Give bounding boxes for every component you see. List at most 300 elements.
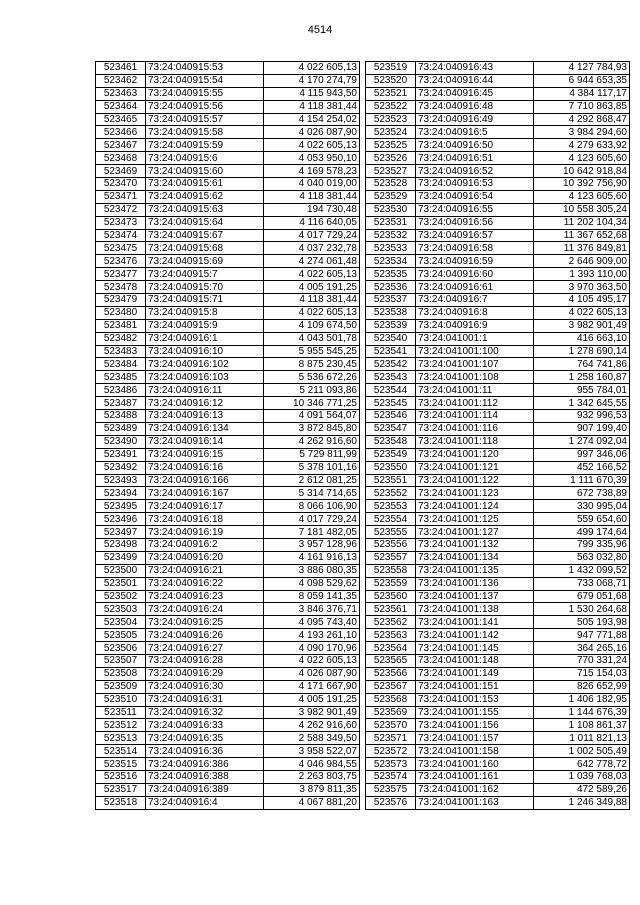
row-number: 523522 — [366, 100, 416, 113]
cadastral-number: 73:24:040915:55 — [146, 87, 264, 100]
cadastral-number: 73:24:040916:388 — [146, 770, 264, 783]
row-number: 523530 — [366, 203, 416, 216]
row-number: 523575 — [366, 783, 416, 796]
cadastral-value: 4 262 916,60 — [264, 719, 360, 732]
table-row — [366, 294, 630, 307]
row-number: 523557 — [366, 551, 416, 564]
table-row — [366, 87, 630, 100]
table-row — [366, 268, 630, 281]
cadastral-number: 73:24:040916:48 — [416, 100, 534, 113]
row-number: 523464 — [96, 100, 146, 113]
cadastral-number: 73:24:040916:32 — [146, 706, 264, 719]
cadastral-number: 73:24:041001:108 — [416, 371, 534, 384]
cadastral-value: 3 984 294,60 — [534, 126, 630, 139]
table-row — [96, 62, 360, 75]
table-row — [96, 281, 360, 294]
cadastral-value: 1 258 160,87 — [534, 371, 630, 384]
row-number: 523479 — [96, 294, 146, 307]
cadastral-value: 2 612 081,25 — [264, 474, 360, 487]
cadastral-value: 4 022 605,13 — [264, 654, 360, 667]
cadastral-value: 4 022 605,13 — [264, 62, 360, 75]
table-row — [366, 358, 630, 371]
table-row — [96, 745, 360, 758]
row-number: 523559 — [366, 577, 416, 590]
row-number: 523477 — [96, 268, 146, 281]
row-number: 523485 — [96, 371, 146, 384]
row-number: 523501 — [96, 577, 146, 590]
row-number: 523550 — [366, 461, 416, 474]
table-row — [366, 474, 630, 487]
cadastral-number: 73:24:040916:28 — [146, 654, 264, 667]
cadastral-number: 73:24:040916:134 — [146, 422, 264, 435]
cadastral-value: 947 771,88 — [534, 629, 630, 642]
table-row — [96, 126, 360, 139]
cadastral-number: 73:24:040916:35 — [146, 732, 264, 745]
cadastral-value: 5 378 101,16 — [264, 461, 360, 474]
cadastral-number: 73:24:040915:71 — [146, 294, 264, 307]
table-row — [366, 654, 630, 667]
row-number: 523468 — [96, 152, 146, 165]
table-row — [96, 461, 360, 474]
cadastral-number: 73:24:040916:4 — [146, 796, 264, 809]
table-row — [366, 577, 630, 590]
cadastral-number: 73:24:040916:11 — [146, 384, 264, 397]
cadastral-value: 472 589,26 — [534, 783, 630, 796]
row-number: 523570 — [366, 719, 416, 732]
cadastral-number: 73:24:041001:138 — [416, 603, 534, 616]
cadastral-number: 73:24:040916:10 — [146, 345, 264, 358]
row-number: 523548 — [366, 435, 416, 448]
row-number: 523571 — [366, 732, 416, 745]
cadastral-number: 73:24:041001:156 — [416, 719, 534, 732]
cadastral-value: 4 022 605,13 — [534, 306, 630, 319]
cadastral-number: 73:24:040916:14 — [146, 435, 264, 448]
cadastral-number: 73:24:040916:8 — [416, 306, 534, 319]
row-number: 523535 — [366, 268, 416, 281]
table-row — [366, 758, 630, 771]
row-number: 523572 — [366, 745, 416, 758]
table-row — [366, 319, 630, 332]
table-row — [96, 384, 360, 397]
cadastral-value: 4 116 640,05 — [264, 216, 360, 229]
table-row — [96, 526, 360, 539]
cadastral-value: 10 346 771,25 — [264, 397, 360, 410]
table-row — [366, 667, 630, 680]
table-row — [366, 526, 630, 539]
cadastral-number: 73:24:041001:142 — [416, 629, 534, 642]
row-number: 523517 — [96, 783, 146, 796]
row-number: 523500 — [96, 564, 146, 577]
row-number: 523490 — [96, 435, 146, 448]
row-number: 523499 — [96, 551, 146, 564]
table-row — [96, 319, 360, 332]
cadastral-value: 10 558 305,24 — [534, 203, 630, 216]
cadastral-number: 73:24:041001:161 — [416, 770, 534, 783]
table-row — [366, 216, 630, 229]
row-number: 523531 — [366, 216, 416, 229]
table-row — [96, 294, 360, 307]
table-row — [366, 590, 630, 603]
cadastral-number: 73:24:040916:26 — [146, 629, 264, 642]
cadastral-value: 4 040 019,00 — [264, 178, 360, 191]
cadastral-value: 932 996,53 — [534, 410, 630, 423]
cadastral-number: 73:24:040916:5 — [416, 126, 534, 139]
cadastral-number: 73:24:041001:121 — [416, 461, 534, 474]
cadastral-number: 73:24:040915:6 — [146, 152, 264, 165]
row-number: 523508 — [96, 667, 146, 680]
cadastral-value: 10 642 918,84 — [534, 165, 630, 178]
cadastral-number: 73:24:040915:56 — [146, 100, 264, 113]
cadastral-number: 73:24:040916:16 — [146, 461, 264, 474]
table-row — [96, 397, 360, 410]
table-row — [96, 538, 360, 551]
cadastral-number: 73:24:041001:127 — [416, 526, 534, 539]
cadastral-value: 4 017 729,24 — [264, 229, 360, 242]
row-number: 523478 — [96, 281, 146, 294]
cadastral-value: 4 043 501,78 — [264, 332, 360, 345]
cadastral-number: 73:24:040916:22 — [146, 577, 264, 590]
cadastral-value: 4 098 529,62 — [264, 577, 360, 590]
table-row — [366, 616, 630, 629]
row-number: 523547 — [366, 422, 416, 435]
cadastral-value: 5 729 811,99 — [264, 448, 360, 461]
cadastral-number: 73:24:041001:100 — [416, 345, 534, 358]
row-number: 523506 — [96, 642, 146, 655]
table-row — [96, 603, 360, 616]
cadastral-value: 4 118 381,44 — [264, 190, 360, 203]
row-number: 523511 — [96, 706, 146, 719]
row-number: 523573 — [366, 758, 416, 771]
row-number: 523475 — [96, 242, 146, 255]
cadastral-number: 73:24:041001:11 — [416, 384, 534, 397]
cadastral-value: 955 784,01 — [534, 384, 630, 397]
row-number: 523519 — [366, 62, 416, 75]
table-row — [366, 62, 630, 75]
row-number: 523543 — [366, 371, 416, 384]
table-row — [96, 642, 360, 655]
cadastral-number: 73:24:040916:27 — [146, 642, 264, 655]
cadastral-number: 73:24:040915:61 — [146, 178, 264, 191]
table-row — [96, 654, 360, 667]
cadastral-number: 73:24:040916:60 — [416, 268, 534, 281]
row-number: 523558 — [366, 564, 416, 577]
cadastral-value: 4 279 633,92 — [534, 139, 630, 152]
cadastral-value: 3 886 080,35 — [264, 564, 360, 577]
table-row — [96, 190, 360, 203]
cadastral-number: 73:24:041001:149 — [416, 667, 534, 680]
cadastral-value: 3 982 901,49 — [264, 706, 360, 719]
table-row — [96, 152, 360, 165]
row-number: 523486 — [96, 384, 146, 397]
row-number: 523471 — [96, 190, 146, 203]
table-row — [96, 551, 360, 564]
table-row — [366, 165, 630, 178]
cadastral-number: 73:24:041001:163 — [416, 796, 534, 809]
row-number: 523555 — [366, 526, 416, 539]
row-number: 523512 — [96, 719, 146, 732]
table-row — [96, 590, 360, 603]
row-number: 523467 — [96, 139, 146, 152]
cadastral-number: 73:24:040916:24 — [146, 603, 264, 616]
table-row — [96, 306, 360, 319]
cadastral-value: 1 011 821,13 — [534, 732, 630, 745]
row-number: 523521 — [366, 87, 416, 100]
cadastral-number: 73:24:040916:45 — [416, 87, 534, 100]
row-number: 523551 — [366, 474, 416, 487]
table-row — [366, 332, 630, 345]
table-row — [96, 255, 360, 268]
cadastral-value: 1 393 110,00 — [534, 268, 630, 281]
table-row — [96, 268, 360, 281]
cadastral-value: 4 115 943,50 — [264, 87, 360, 100]
row-number: 523472 — [96, 203, 146, 216]
row-number: 523540 — [366, 332, 416, 345]
cadastral-value: 4 118 381,44 — [264, 100, 360, 113]
cadastral-number: 73:24:041001:1 — [416, 332, 534, 345]
cadastral-value: 4 118 381,44 — [264, 294, 360, 307]
row-number: 523503 — [96, 603, 146, 616]
table-row — [366, 190, 630, 203]
cadastral-number: 73:24:040916:25 — [146, 616, 264, 629]
cadastral-number: 73:24:040916:43 — [416, 62, 534, 75]
table-row — [366, 564, 630, 577]
table-row — [96, 448, 360, 461]
row-number: 523537 — [366, 294, 416, 307]
cadastral-number: 73:24:040916:167 — [146, 487, 264, 500]
table-row — [96, 410, 360, 423]
cadastral-value: 4 109 674,50 — [264, 319, 360, 332]
table-row — [366, 642, 630, 655]
row-number: 523532 — [366, 229, 416, 242]
cadastral-value: 4 095 743,40 — [264, 616, 360, 629]
cadastral-value: 4 026 087,90 — [264, 667, 360, 680]
cadastral-number: 73:24:040916:389 — [146, 783, 264, 796]
table-row — [96, 422, 360, 435]
cadastral-value: 11 376 849,81 — [534, 242, 630, 255]
row-number: 523520 — [366, 74, 416, 87]
cadastral-value: 4 037 232,78 — [264, 242, 360, 255]
row-number: 523546 — [366, 410, 416, 423]
registry-table-left — [95, 61, 360, 810]
cadastral-value: 11 367 652,68 — [534, 229, 630, 242]
row-number: 523462 — [96, 74, 146, 87]
table-row — [96, 667, 360, 680]
row-number: 523493 — [96, 474, 146, 487]
cadastral-value: 3 872 845,80 — [264, 422, 360, 435]
table-row — [366, 410, 630, 423]
cadastral-value: 4 005 191,25 — [264, 281, 360, 294]
cadastral-number: 73:24:040916:55 — [416, 203, 534, 216]
cadastral-number: 73:24:040916:59 — [416, 255, 534, 268]
cadastral-number: 73:24:040916:102 — [146, 358, 264, 371]
cadastral-value: 5 314 714,65 — [264, 487, 360, 500]
cadastral-value: 3 982 901,49 — [534, 319, 630, 332]
cadastral-number: 73:24:040915:58 — [146, 126, 264, 139]
cadastral-value: 4 026 087,90 — [264, 126, 360, 139]
cadastral-value: 4 091 564,07 — [264, 410, 360, 423]
table-row — [96, 100, 360, 113]
table-row — [366, 397, 630, 410]
cadastral-number: 73:24:040916:15 — [146, 448, 264, 461]
cadastral-value: 3 958 522,07 — [264, 745, 360, 758]
cadastral-value: 4 123 605,60 — [534, 152, 630, 165]
cadastral-value: 826 652,99 — [534, 680, 630, 693]
cadastral-value: 715 154,03 — [534, 667, 630, 680]
row-number: 523463 — [96, 87, 146, 100]
table-row — [366, 113, 630, 126]
row-number: 523567 — [366, 680, 416, 693]
cadastral-value: 907 199,40 — [534, 422, 630, 435]
cadastral-value: 4 067 881,20 — [264, 796, 360, 809]
row-number: 523528 — [366, 178, 416, 191]
table-row — [366, 500, 630, 513]
cadastral-number: 73:24:040916:12 — [146, 397, 264, 410]
cadastral-value: 7 181 482,05 — [264, 526, 360, 539]
cadastral-value: 8 875 230,45 — [264, 358, 360, 371]
cadastral-number: 73:24:040915:63 — [146, 203, 264, 216]
row-number: 523525 — [366, 139, 416, 152]
table-row — [366, 732, 630, 745]
cadastral-value: 672 738,89 — [534, 487, 630, 500]
cadastral-number: 73:24:041001:153 — [416, 693, 534, 706]
cadastral-value: 4 022 605,13 — [264, 139, 360, 152]
row-number: 523545 — [366, 397, 416, 410]
cadastral-number: 73:24:040916:44 — [416, 74, 534, 87]
cadastral-number: 73:24:040915:69 — [146, 255, 264, 268]
row-number: 523474 — [96, 229, 146, 242]
table-row — [96, 758, 360, 771]
row-number: 523496 — [96, 513, 146, 526]
row-number: 523576 — [366, 796, 416, 809]
cadastral-value: 733 068,71 — [534, 577, 630, 590]
cadastral-value: 10 392 756,90 — [534, 178, 630, 191]
cadastral-value: 4 193 261,10 — [264, 629, 360, 642]
cadastral-number: 73:24:041001:148 — [416, 654, 534, 667]
cadastral-number: 73:24:041001:135 — [416, 564, 534, 577]
table-row — [96, 74, 360, 87]
cadastral-value: 4 053 950,10 — [264, 152, 360, 165]
cadastral-number: 73:24:041001:157 — [416, 732, 534, 745]
row-number: 523498 — [96, 538, 146, 551]
cadastral-value: 4 262 916,60 — [264, 435, 360, 448]
cadastral-number: 73:24:040916:31 — [146, 693, 264, 706]
cadastral-value: 4 005 191,25 — [264, 693, 360, 706]
row-number: 523569 — [366, 706, 416, 719]
row-number: 523564 — [366, 642, 416, 655]
cadastral-number: 73:24:040916:50 — [416, 139, 534, 152]
cadastral-value: 499 174,64 — [534, 526, 630, 539]
table-row — [366, 384, 630, 397]
table-row — [366, 629, 630, 642]
cadastral-value: 8 059 141,35 — [264, 590, 360, 603]
row-number: 523529 — [366, 190, 416, 203]
table-row — [96, 564, 360, 577]
cadastral-value: 1 432 099,52 — [534, 564, 630, 577]
cadastral-value: 4 022 605,13 — [264, 306, 360, 319]
cadastral-value: 764 741,86 — [534, 358, 630, 371]
cadastral-number: 73:24:040916:53 — [416, 178, 534, 191]
row-number: 523516 — [96, 770, 146, 783]
table-row — [366, 745, 630, 758]
cadastral-number: 73:24:040916:33 — [146, 719, 264, 732]
cadastral-value: 1 274 092,04 — [534, 435, 630, 448]
cadastral-value: 1 144 676,39 — [534, 706, 630, 719]
table-row — [366, 74, 630, 87]
table-row — [366, 281, 630, 294]
cadastral-number: 73:24:041001:116 — [416, 422, 534, 435]
cadastral-number: 73:24:041001:120 — [416, 448, 534, 461]
cadastral-value: 642 778,72 — [534, 758, 630, 771]
cadastral-number: 73:24:041001:112 — [416, 397, 534, 410]
row-number: 523466 — [96, 126, 146, 139]
cadastral-number: 73:24:040915:59 — [146, 139, 264, 152]
table-row — [366, 706, 630, 719]
table-row — [96, 732, 360, 745]
cadastral-number: 73:24:040916:49 — [416, 113, 534, 126]
row-number: 523495 — [96, 500, 146, 513]
row-number: 523556 — [366, 538, 416, 551]
table-row — [366, 461, 630, 474]
cadastral-value: 1 002 505,49 — [534, 745, 630, 758]
row-number: 523461 — [96, 62, 146, 75]
row-number: 523549 — [366, 448, 416, 461]
page-number: 4514 — [307, 24, 333, 36]
row-number: 523539 — [366, 319, 416, 332]
cadastral-value: 1 406 182,95 — [534, 693, 630, 706]
table-row — [96, 487, 360, 500]
table-row — [96, 770, 360, 783]
table-row — [96, 87, 360, 100]
cadastral-value: 8 066 106,90 — [264, 500, 360, 513]
row-number: 523481 — [96, 319, 146, 332]
row-number: 523536 — [366, 281, 416, 294]
row-number: 523483 — [96, 345, 146, 358]
cadastral-number: 73:24:041001:145 — [416, 642, 534, 655]
cadastral-number: 73:24:040915:68 — [146, 242, 264, 255]
cadastral-value: 1 039 768,03 — [534, 770, 630, 783]
row-number: 523513 — [96, 732, 146, 745]
row-number: 523561 — [366, 603, 416, 616]
cadastral-value: 997 346,06 — [534, 448, 630, 461]
cadastral-value: 4 154 254,02 — [264, 113, 360, 126]
row-number: 523480 — [96, 306, 146, 319]
cadastral-number: 73:24:040916:21 — [146, 564, 264, 577]
table-row — [366, 680, 630, 693]
cadastral-number: 73:24:040915:53 — [146, 62, 264, 75]
table-row — [96, 693, 360, 706]
cadastral-number: 73:24:040916:52 — [416, 165, 534, 178]
cadastral-number: 73:24:040916:386 — [146, 758, 264, 771]
cadastral-value: 1 278 690,14 — [534, 345, 630, 358]
row-number: 523505 — [96, 629, 146, 642]
row-number: 523504 — [96, 616, 146, 629]
row-number: 523487 — [96, 397, 146, 410]
table-row — [366, 203, 630, 216]
cadastral-value: 770 331,24 — [534, 654, 630, 667]
cadastral-number: 73:24:040915:7 — [146, 268, 264, 281]
row-number: 523494 — [96, 487, 146, 500]
table-body-right — [366, 62, 630, 810]
cadastral-number: 73:24:040916:29 — [146, 667, 264, 680]
cadastral-number: 73:24:041001:136 — [416, 577, 534, 590]
cadastral-value: 4 274 061,48 — [264, 255, 360, 268]
row-number: 523484 — [96, 358, 146, 371]
cadastral-number: 73:24:040916:56 — [416, 216, 534, 229]
table-row — [366, 693, 630, 706]
cadastral-number: 73:24:040916:19 — [146, 526, 264, 539]
row-number: 523497 — [96, 526, 146, 539]
cadastral-number: 73:24:041001:158 — [416, 745, 534, 758]
